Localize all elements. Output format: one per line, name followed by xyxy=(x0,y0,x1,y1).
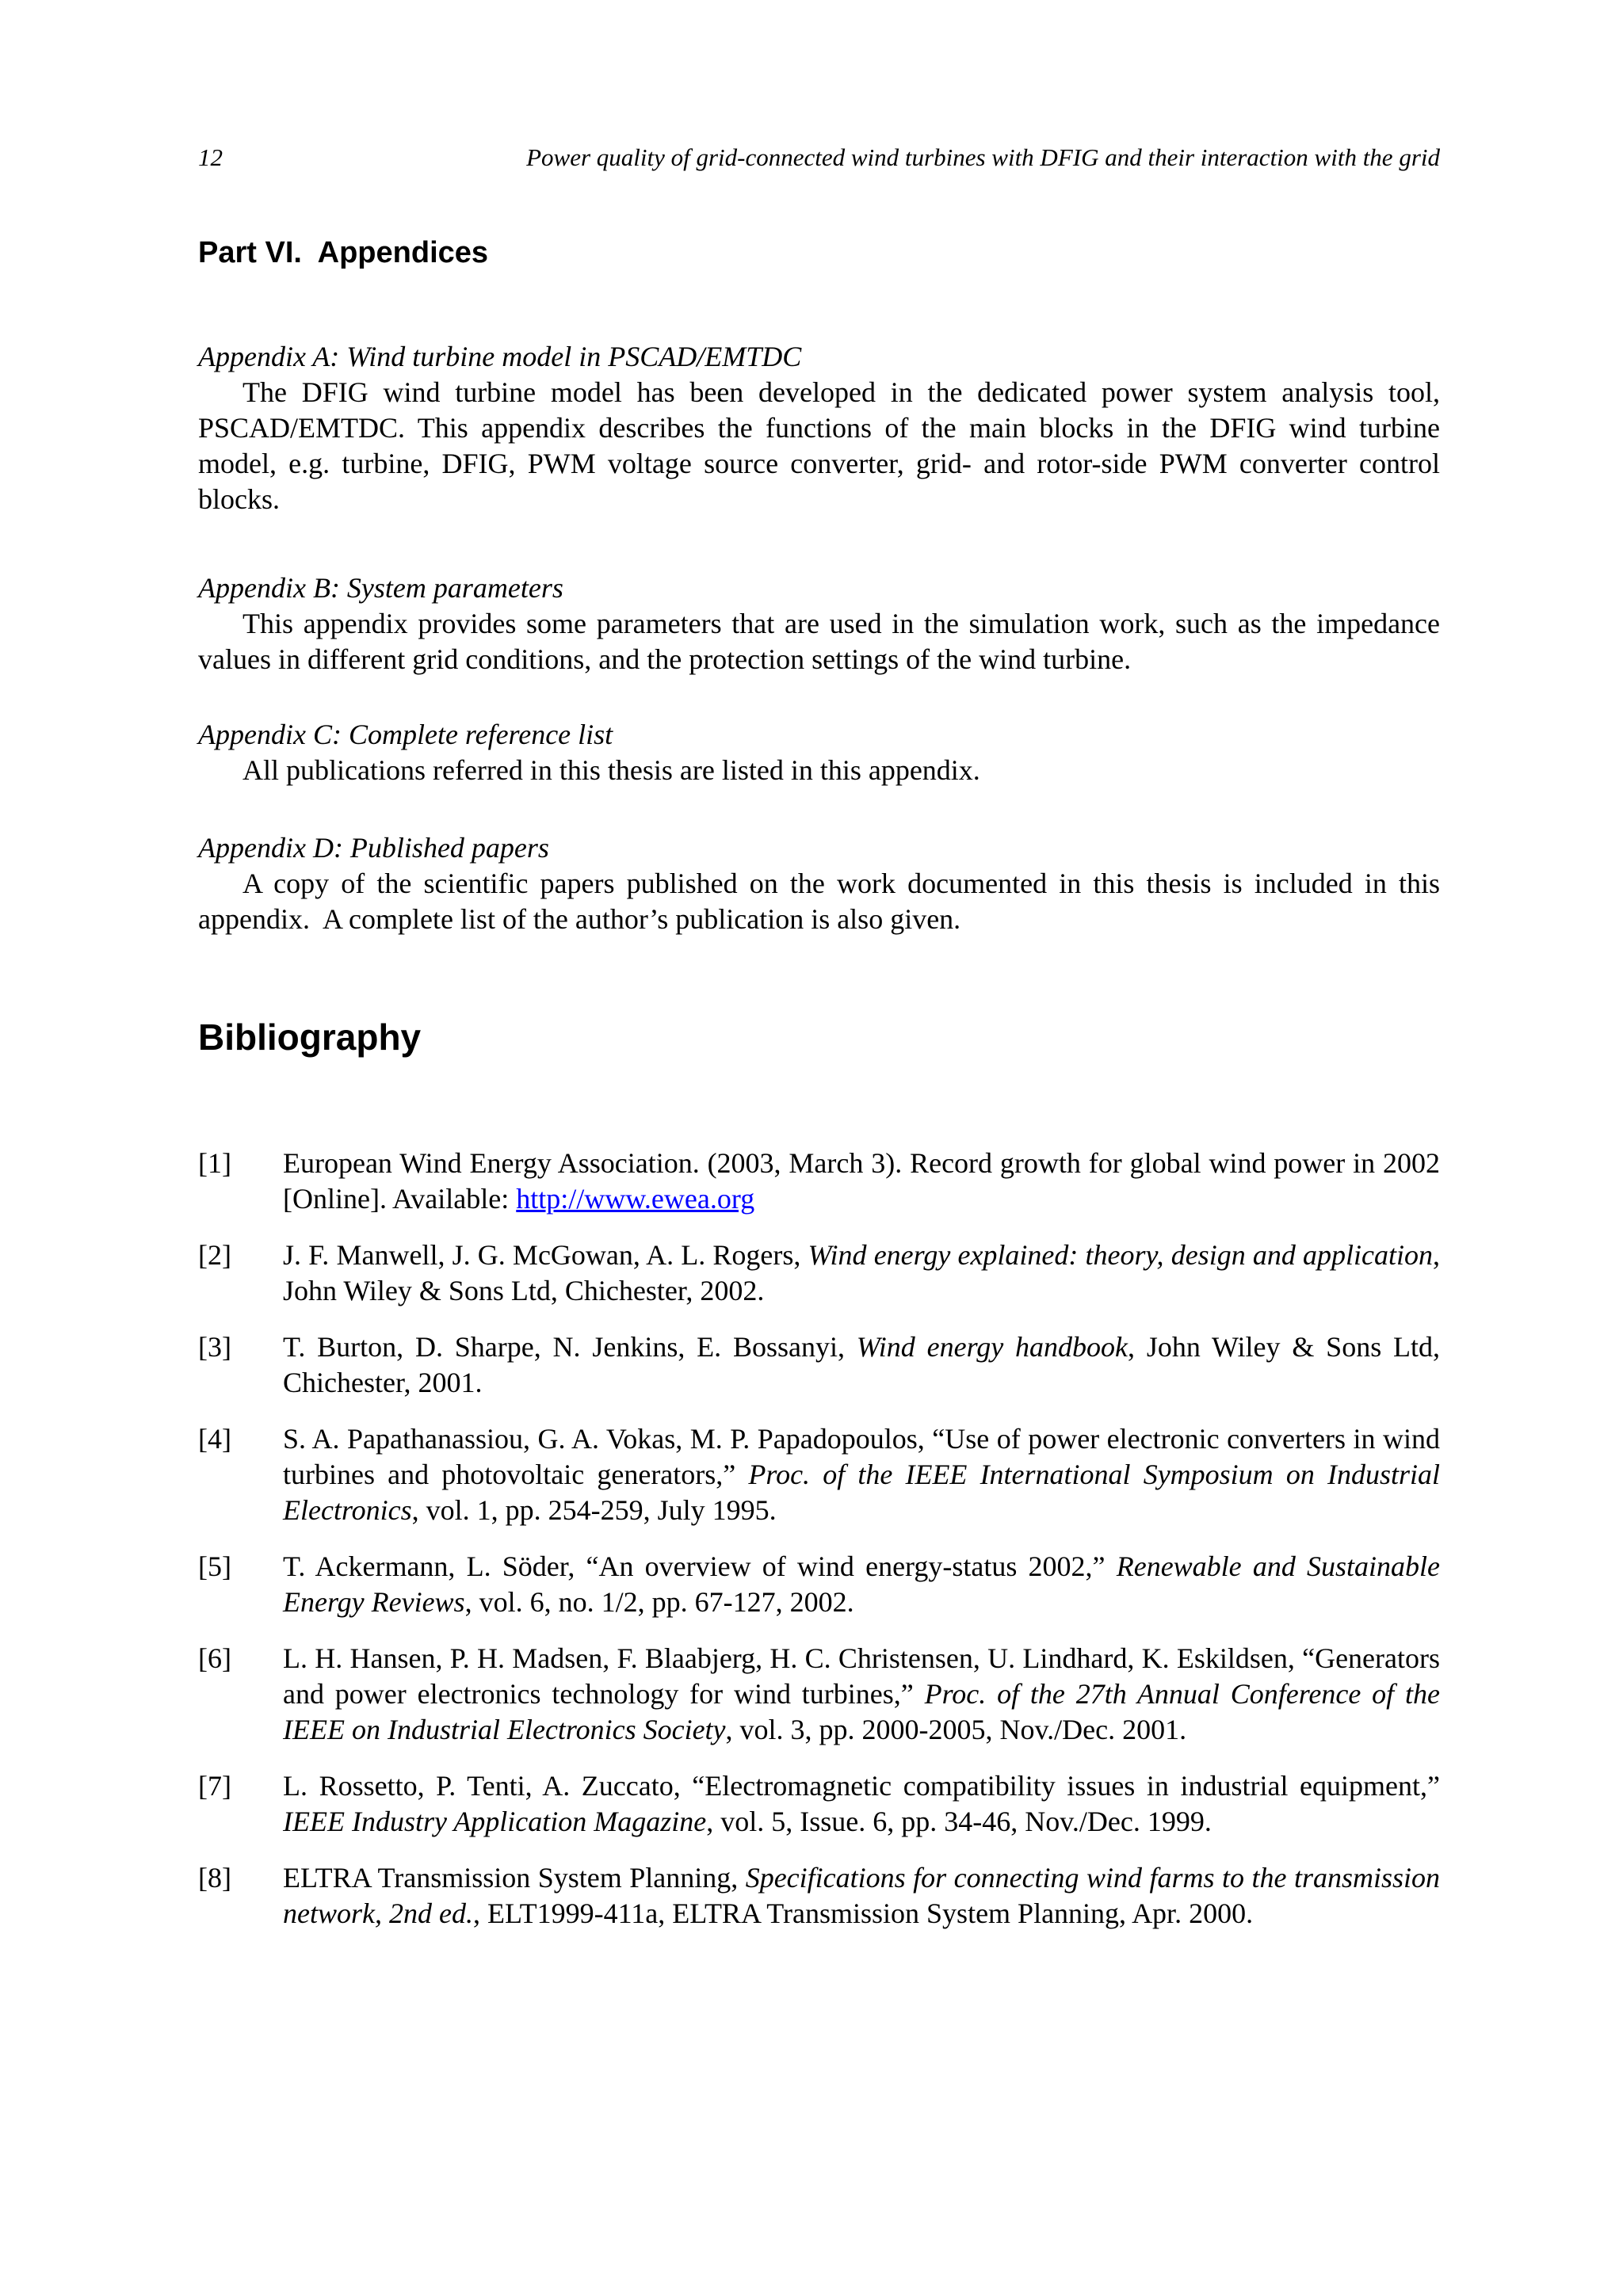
appendix-b-section xyxy=(198,570,1440,677)
reference-item xyxy=(198,1329,1440,1401)
reference-text-segment: T. Ackermann, L. Söder, “An overview of wind energy-status 2002,” xyxy=(283,1550,1117,1582)
running-header xyxy=(198,139,1440,175)
reference-text-segment: , John Wiley & Sons Ltd, Chichester, 2002. xyxy=(283,1239,1441,1306)
reference-text xyxy=(283,1238,1440,1309)
running-title: Power quality of grid-connected wind turbines with DFIG and their interaction with the grid xyxy=(526,143,1440,171)
reference-number: [8] xyxy=(198,1862,231,1894)
reference-item xyxy=(198,1860,1440,1932)
reference-link[interactable]: http://www.ewea.org xyxy=(516,1183,755,1215)
reference-text xyxy=(283,1421,1440,1528)
reference-text xyxy=(283,1329,1440,1401)
appendix-d-section xyxy=(198,830,1440,937)
reference-title-italic: Wind energy handbook xyxy=(856,1331,1128,1363)
reference-title-italic: Renewable and Sustainable Energy Reviews xyxy=(283,1550,1441,1618)
reference-text-segment: , ELT1999-411a, ELTRA Transmission System Planning, Apr. 2000. xyxy=(472,1897,1254,1929)
reference-number: [4] xyxy=(198,1423,231,1455)
reference-text xyxy=(283,1549,1440,1620)
appendix-d-heading: Appendix D: Published papers xyxy=(198,832,549,864)
reference-number: [3] xyxy=(198,1331,231,1363)
reference-text-segment: , vol. 6, no. 1/2, pp. 67-127, 2002. xyxy=(464,1586,854,1618)
reference-title-italic: Wind energy explained: theory, design and application xyxy=(808,1239,1434,1271)
reference-title-italic: Proc. of the 27th Annual Conference of the IEEE on Industrial Electronics Society xyxy=(283,1678,1440,1745)
reference-text xyxy=(283,1768,1440,1840)
reference-item xyxy=(198,1238,1440,1309)
appendix-c-paragraph: All publications referred in this thesis are listed in this appendix. xyxy=(242,754,980,786)
bibliography-heading: Bibliography xyxy=(198,1016,422,1058)
reference-text-segment: J. F. Manwell, J. G. McGowan, A. L. Rogers, xyxy=(283,1239,808,1271)
reference-item xyxy=(198,1146,1440,1217)
reference-number: [5] xyxy=(198,1550,231,1582)
reference-text-segment: European Wind Energy Association. (2003, March 3). Record growth for global wind power in 2002 [Online]. Available: xyxy=(283,1147,1440,1215)
appendix-b-heading: Appendix B: System parameters xyxy=(198,572,563,604)
reference-text-segment: ELTRA Transmission System Planning, xyxy=(283,1862,746,1894)
reference-text-segment: T. Burton, D. Sharpe, N. Jenkins, E. Bossanyi, xyxy=(283,1331,857,1363)
appendix-d-paragraph: A copy of the scientific papers published on the work documented in this thesis is included in this appendix. A complete list of the author’s publication is also given. xyxy=(198,868,1440,935)
appendix-a-section xyxy=(198,339,1440,517)
reference-title-italic: Proc. of the IEEE International Symposium on Industrial Electronics xyxy=(283,1459,1440,1526)
appendix-a-heading: Appendix A: Wind turbine model in PSCAD/EMTDC xyxy=(198,341,802,372)
part-heading: Part VI. Appendices xyxy=(198,236,489,269)
appendix-a-paragraph: The DFIG wind turbine model has been developed in the dedicated power system analysis tool, PSCAD/EMTDC. This appendix describes the functions of the main blocks in the DFIG wind turbine model, e.g. turbine, DFIG, PWM voltage source converter, grid- and rotor-side PWM converter control blocks. xyxy=(198,376,1440,515)
reference-text xyxy=(283,1860,1440,1932)
bibliography-list xyxy=(198,1146,1440,1932)
appendix-b-paragraph: This appendix provides some parameters that are used in the simulation work, such as the impedance values in different grid conditions, and the protection settings of the wind turbine. xyxy=(198,608,1440,675)
reference-number: [7] xyxy=(198,1770,231,1802)
reference-text-segment: L. H. Hansen, P. H. Madsen, F. Blaabjerg, H. C. Christensen, U. Lindhard, K. Eskildsen, “Generators and power electronics technology for wind turbines,” xyxy=(283,1642,1440,1710)
reference-text-segment: , John Wiley & Sons Ltd, Chichester, 2001. xyxy=(283,1331,1441,1398)
reference-text-segment: , vol. 5, Issue. 6, pp. 34-46, Nov./Dec. 1999. xyxy=(706,1806,1212,1837)
reference-item xyxy=(198,1549,1440,1620)
appendix-c-heading: Appendix C: Complete reference list xyxy=(198,719,613,750)
reference-item xyxy=(198,1641,1440,1748)
reference-number: [1] xyxy=(198,1147,231,1179)
reference-number: [6] xyxy=(198,1642,231,1674)
reference-number: [2] xyxy=(198,1239,231,1271)
reference-text-segment: S. A. Papathanassiou, G. A. Vokas, M. P. Papadopoulos, “Use of power electronic converters in wind turbines and photovoltaic generators,” xyxy=(283,1423,1440,1490)
page-number: 12 xyxy=(198,143,223,171)
reference-text-segment: , vol. 3, pp. 2000-2005, Nov./Dec. 2001. xyxy=(725,1714,1187,1745)
reference-text xyxy=(283,1641,1440,1748)
reference-text-segment: , vol. 1, pp. 254-259, July 1995. xyxy=(411,1494,777,1526)
reference-item xyxy=(198,1421,1440,1528)
reference-item xyxy=(198,1768,1440,1840)
reference-title-italic: Specifications for connecting wind farms to the transmission network, 2nd ed. xyxy=(283,1862,1440,1929)
reference-title-italic: IEEE Industry Application Magazine xyxy=(283,1806,707,1837)
reference-text xyxy=(283,1146,1440,1217)
reference-text-segment: L. Rossetto, P. Tenti, A. Zuccato, “Electromagnetic compatibility issues in industrial equipment,” xyxy=(283,1770,1440,1802)
appendix-c-section xyxy=(198,717,1440,788)
